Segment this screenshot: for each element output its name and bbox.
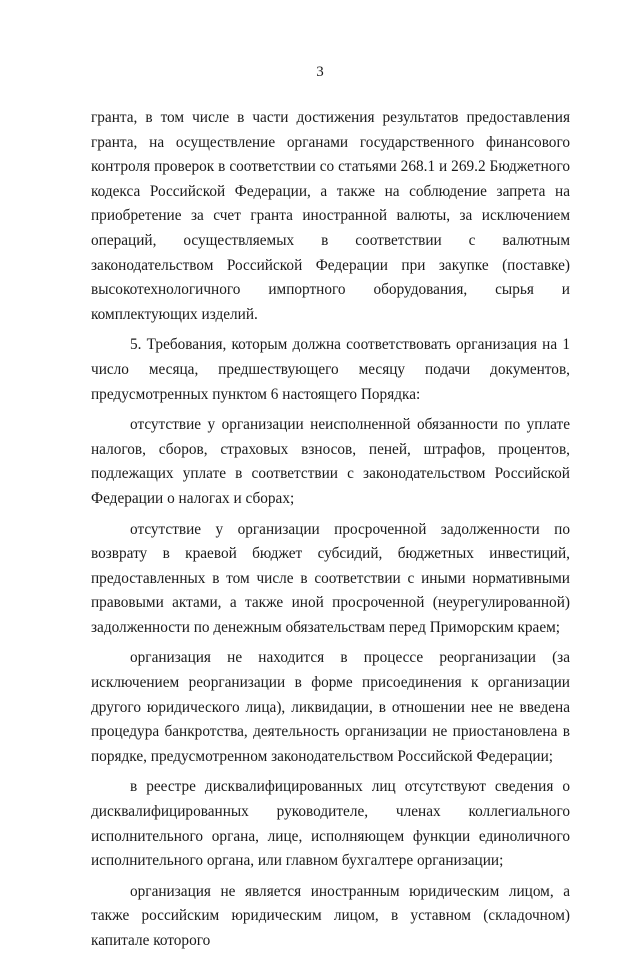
paragraph-no-tax-debt: отсутствие у организации неисполненной обязанности по уплате налогов, сборов, страховых взносов, пеней, штрафов, процентов, подлежащих уплате в соответствии с законодательством Российской Федерации о налогах и сборах; <box>91 416 570 507</box>
document-body <box>91 106 570 960</box>
page-number: 3 <box>316 64 324 80</box>
paragraph-not-foreign-entity: организация не является иностранным юридическим лицом, а также российским юридическим лицом, в уставном (складочном) капитале которого <box>91 882 570 949</box>
paragraph-no-reorganization: организация не находится в процессе реорганизации (за исключением реорганизации в форме присоединения к организации другого юридического лица), ликвидации, в отношении нее не введена процедура банкротства, деятельность организации не приостановлена в порядке, предусмотренном законодательством Российской Федерации; <box>91 649 570 765</box>
paragraph-requirements-intro: 5. Требования, которым должна соответствовать организация на 1 число месяца, предшествующего месяцу подачи документов, предусмотренных пунктом 6 настоящего Порядка: <box>91 336 570 403</box>
paragraph-disqualified-registry: в реестре дисквалифицированных лиц отсутствуют сведения о дисквалифицированных руководителе, членах коллегиального исполнительного органа, лице, исполняющем функции единоличного исполнительного органа, или главном бухгалтере организации; <box>91 778 570 870</box>
paragraph-no-overdue-debt: отсутствие у организации просроченной задолженности по возврату в краевой бюджет субсидий, бюджетных инвестиций, предоставленных в том числе в соответствии с иными нормативными правовыми актами, а также иной просроченной (неурегулированной) задолженности по денежным обязательствам перед Приморским краем; <box>91 520 570 636</box>
paragraph-grant-control: гранта, в том числе в части достижения результатов предоставления гранта, на осуществление органами государственного финансового контроля проверок в соответствии со статьями 268.1 и 269.2 Бюджетного кодекса Российской Федерации, а также на соблюдение запрета на приобретение за счет гранта иностранной валюты, за исключением операций, осуществляемых в соответствии с валютным законодательством Российской Федерации при закупке (поставке) высокотехнологичного импортного оборудования, сырья и комплектующих изделий. <box>91 109 570 323</box>
